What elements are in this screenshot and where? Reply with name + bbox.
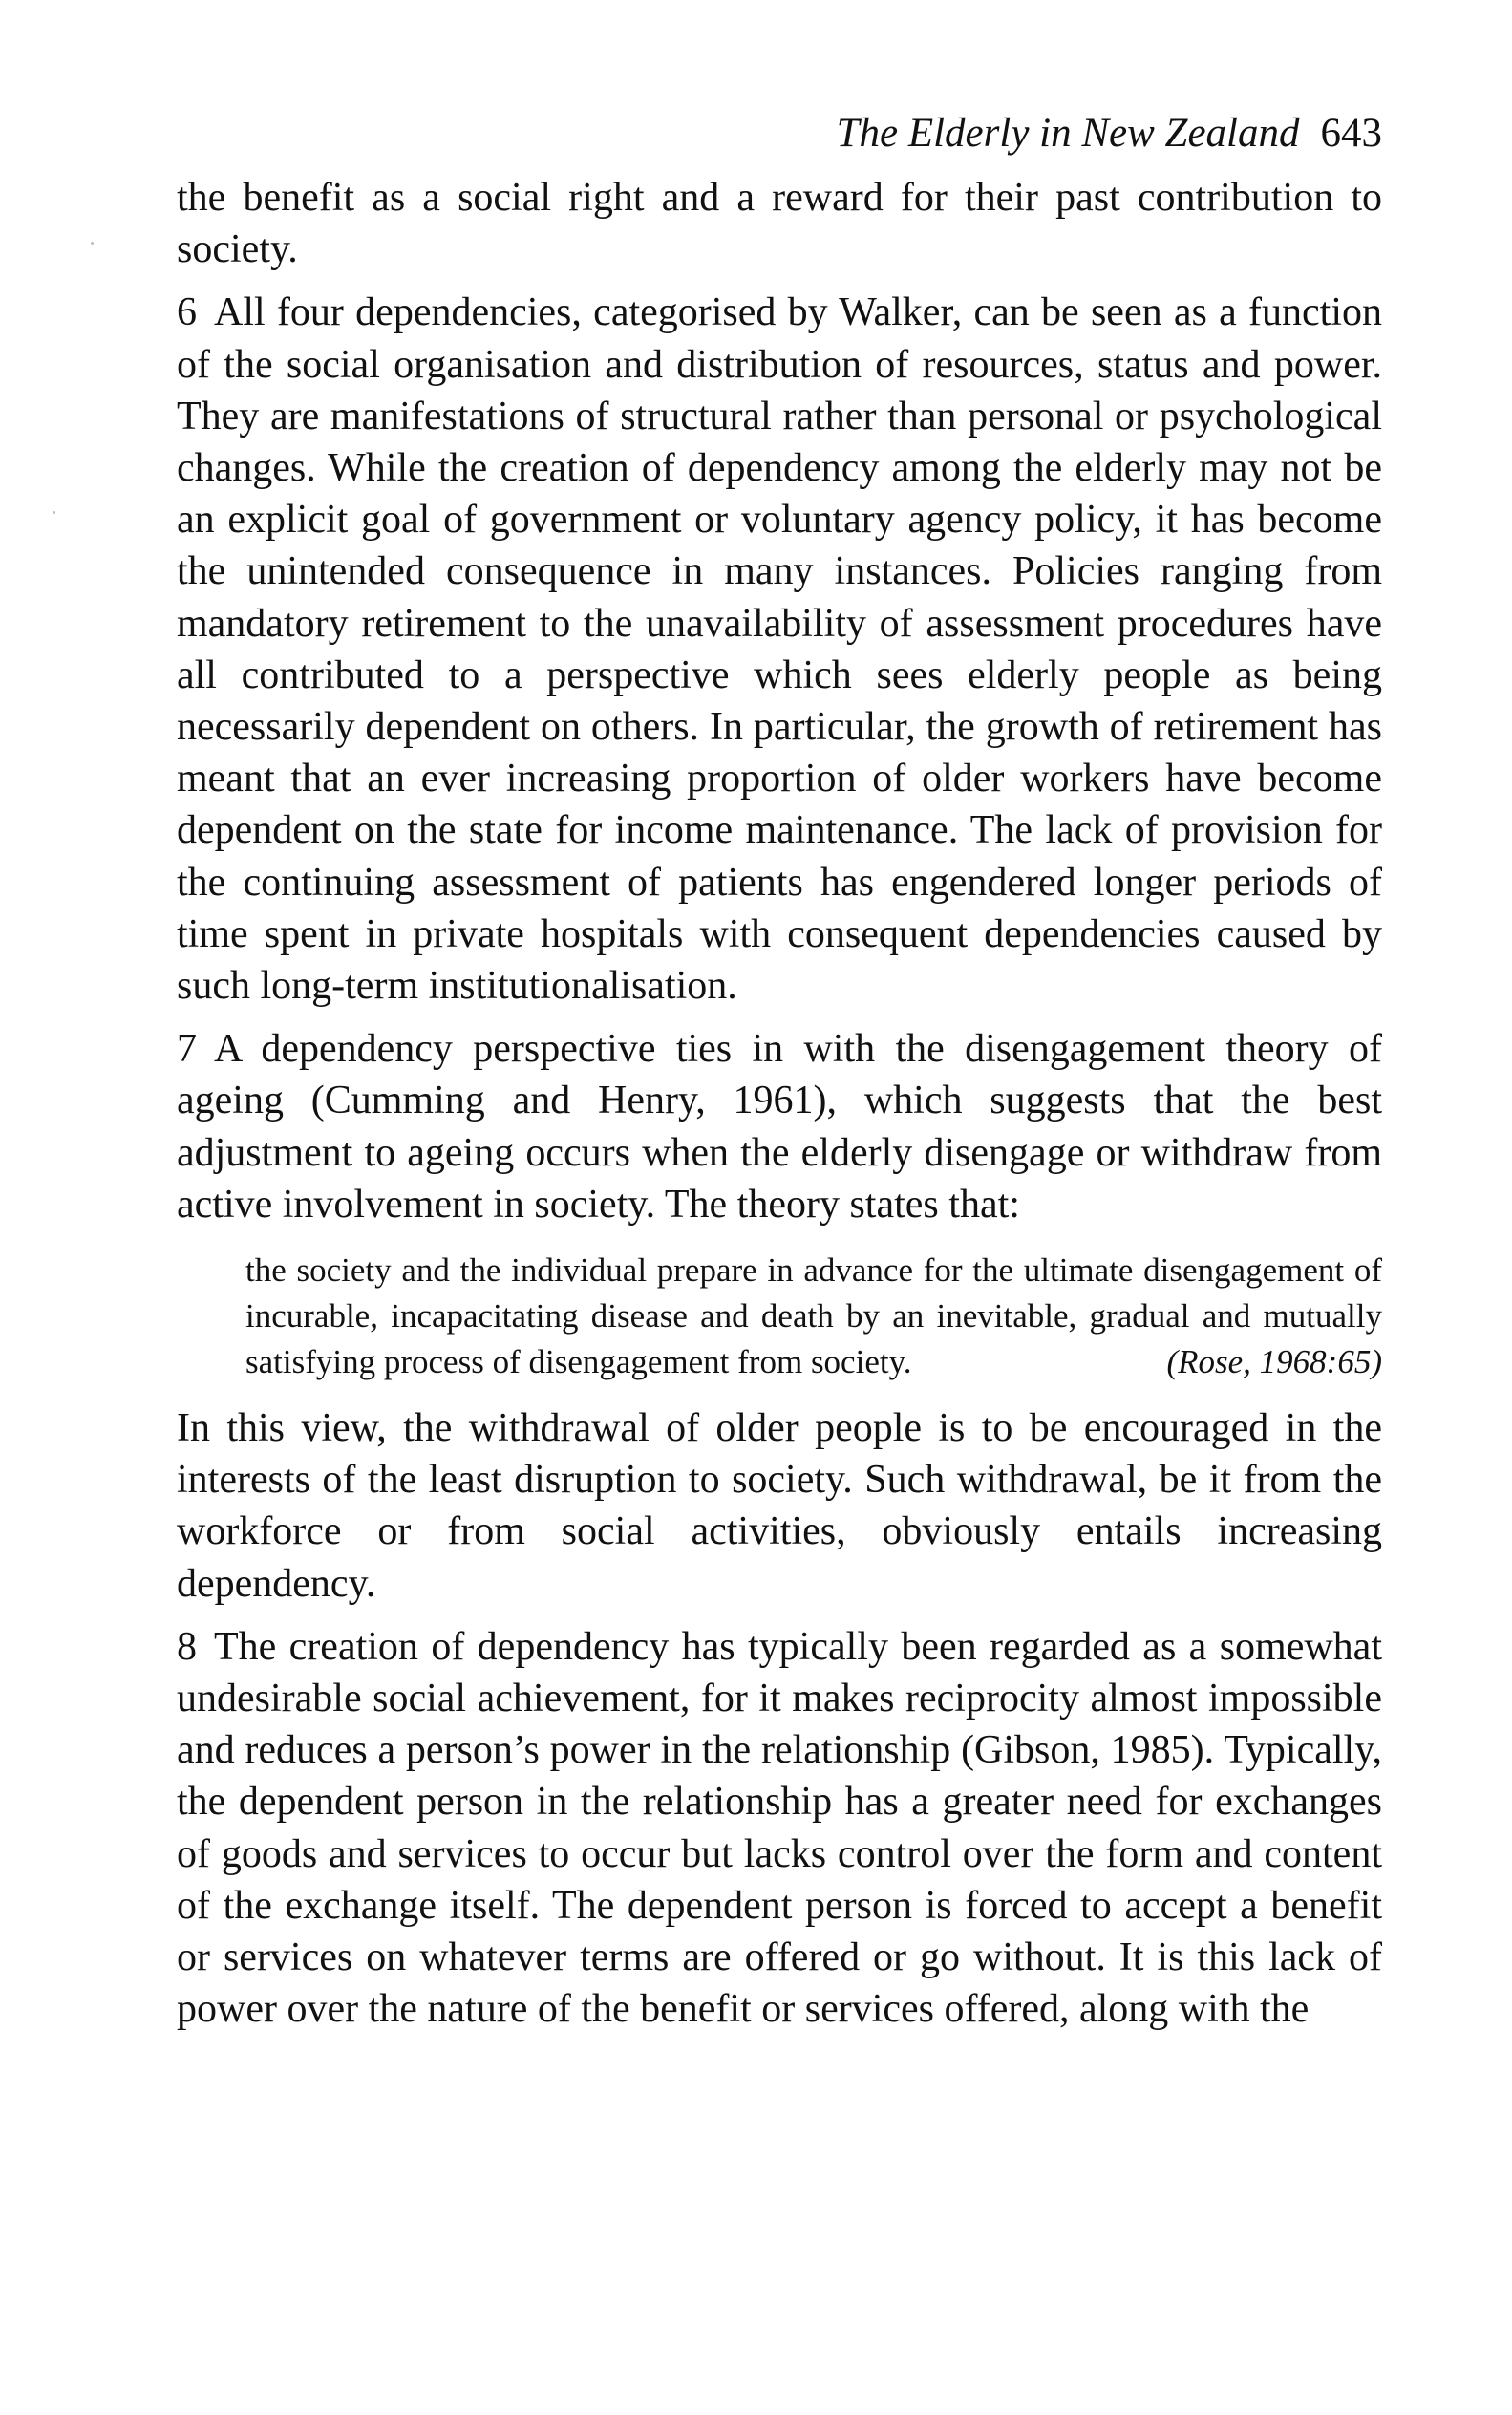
- paragraph-text: the benefit as a social right and a reward for their past contribution to society.: [177, 176, 1382, 272]
- paragraph-text: A dependency perspective ties in with the disengagement theory of ageing (Cumming and Henry, 1961), which suggests that the best adjustment to ageing occurs when the elderly disengage or withdraw from active involvement in society. The theory states that:: [177, 1027, 1382, 1227]
- paragraph-8: [177, 1621, 1382, 2036]
- scan-speck: [53, 511, 55, 514]
- quote-text: the society and the individual prepare in advance for the ultimate disengagement of incurable, incapacitating disease and death by an inevitable, gradual and mutually satisfying process of disengagement from society.: [245, 1251, 1382, 1381]
- paragraph-text: The creation of dependency has typically been regarded as a somewhat undesirable social achievement, for it makes reciprocity almost impossible and reduces a person’s power in the relationship (Gibson, 1985). Typically, the dependent person in the relationship has a greater need for exchanges of goods and services to occur but lacks control over the form and content of the exchange itself. The dependent person is forced to accept a benefit or services on whatever terms are offered or go without. It is this lack of power over the nature of the benefit or services offered, along with the: [177, 1624, 1382, 2032]
- item-number: 6: [177, 290, 197, 335]
- paragraph-7: [177, 1023, 1382, 1230]
- paragraph-6: [177, 287, 1382, 1012]
- quote-citation: (Rose, 1968:65): [1166, 1343, 1382, 1381]
- document-page: [177, 105, 1382, 2036]
- block-quote: [245, 1248, 1382, 1385]
- running-head: [177, 105, 1382, 172]
- scan-speck: [91, 242, 94, 245]
- running-head-title: The Elderly in New Zealand: [836, 111, 1300, 156]
- paragraph-continued: [177, 172, 1382, 275]
- paragraph-text: In this view, the withdrawal of older people is to be encouraged in the interests of the least disruption to society. Such withdrawal, be it from the workforce or from social activities, obviously entails increasing dependency.: [177, 1406, 1382, 1606]
- page-number: 643: [1320, 111, 1382, 156]
- paragraph-7-continued: [177, 1402, 1382, 1610]
- item-number: 8: [177, 1624, 197, 1669]
- paragraph-text: All four dependencies, categorised by Walker, can be seen as a function of the social organisation and distribution of resources, status and power. They are manifestations of structural rather than personal or psychological changes. While the creation of dependency among the elderly may not be an explicit goal of government or voluntary agency policy, it has become the unintended consequence in many instances. Policies ranging from mandatory retirement to the unavailability of assessment procedures have all contributed to a perspective which sees elderly people as being necessarily dependent on others. In particular, the growth of retirement has meant that an ever increasing proportion of older workers have become dependent on the state for income maintenance. The lack of provision for the continuing assessment of patients has engendered longer periods of time spent in private hospitals with consequent dependencies caused by such long-term institutionalisation.: [177, 290, 1382, 1009]
- item-number: 7: [177, 1027, 197, 1072]
